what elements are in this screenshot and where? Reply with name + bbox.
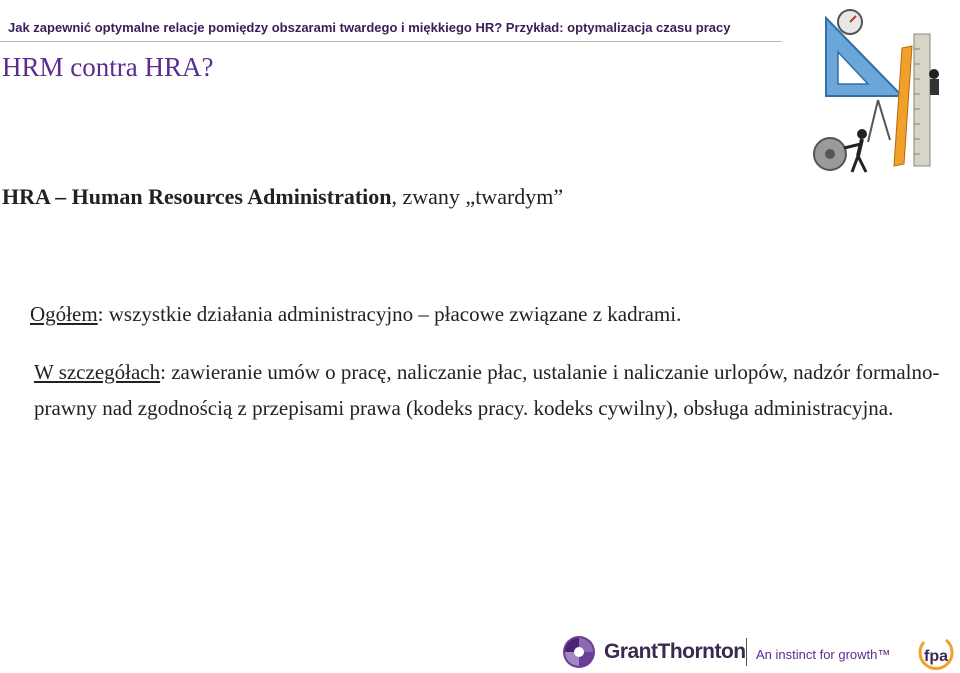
fpa-logo-text: fpa bbox=[924, 648, 948, 665]
measuring-tools-illustration bbox=[806, 4, 956, 180]
hra-term: HRA – Human Resources Administration bbox=[2, 184, 392, 209]
slide-title: HRM contra HRA? bbox=[2, 52, 214, 82]
details-text: : zawieranie umów o pracę, naliczanie płac, ustalanie i naliczanie urlopów, nadzór formalno-prawny nad zgodnością z przepisami prawa (kodeks pracy. kodeks cywilny), obsługa administracyjna. bbox=[34, 360, 940, 420]
details-label: W szczegółach bbox=[34, 360, 161, 384]
brand-name: GrantThornton bbox=[604, 640, 746, 663]
overall-label: Ogółem bbox=[30, 302, 98, 326]
grant-thornton-logo bbox=[562, 635, 596, 669]
brand-tagline: An instinct for growth™ bbox=[756, 647, 891, 662]
header-divider bbox=[0, 41, 782, 42]
details-paragraph bbox=[34, 354, 954, 426]
presentation-header-title: Jak zapewnić optymalne relacje pomiędzy obszarami twardego i miękkiego HR? Przykład: optymalizacja czasu pracy bbox=[8, 20, 731, 35]
overall-text: : wszystkie działania administracyjno – płacowe związane z kadrami. bbox=[97, 302, 682, 326]
overall-paragraph bbox=[30, 296, 681, 332]
hra-description: , zwany „twardym” bbox=[391, 184, 564, 209]
brand-divider bbox=[746, 638, 747, 666]
grant-thornton-footer bbox=[562, 632, 902, 672]
hra-definition bbox=[2, 184, 563, 210]
fpa-logo bbox=[916, 636, 958, 670]
